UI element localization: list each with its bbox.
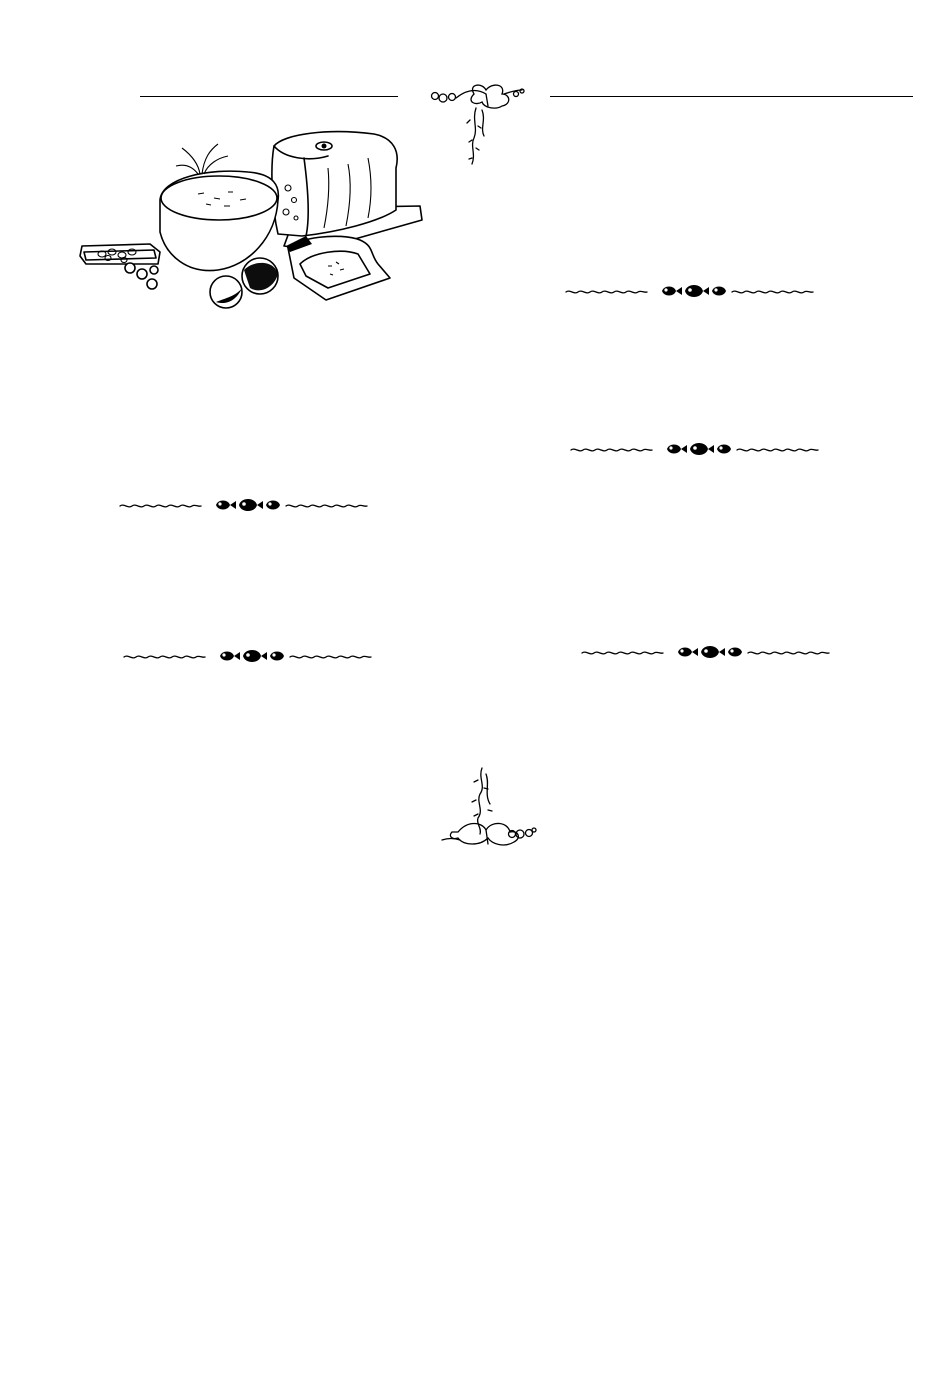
leaf-flourish-divider-icon <box>564 283 826 299</box>
hanging-vine-ornament-icon <box>426 80 526 168</box>
header-rule-left <box>140 96 398 97</box>
soup-bowl-and-bread-illustration <box>78 128 428 318</box>
leaf-flourish-divider-icon <box>122 648 384 664</box>
leaf-flourish-divider-icon <box>569 441 831 457</box>
leaf-flourish-divider-icon <box>118 497 380 513</box>
leaf-flourish-divider-icon <box>580 644 842 660</box>
header-rule-right <box>550 96 913 97</box>
rising-vine-ornament-icon <box>438 764 538 848</box>
